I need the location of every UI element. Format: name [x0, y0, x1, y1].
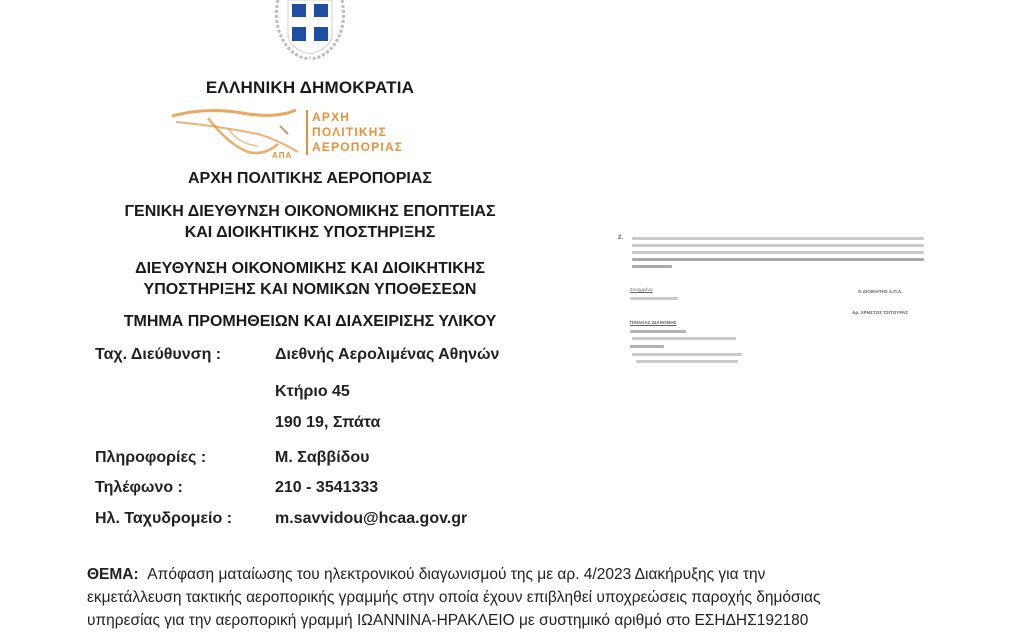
address-line-3: 190 19, Σπάτα	[275, 414, 381, 431]
email-value[interactable]: m.savvidou@hcaa.gov.gr	[275, 510, 468, 527]
directorate-line-1: ΔΙΕΥΘΥΝΣΗ ΟΙΚΟΝΟΜΙΚΗΣ ΚΑΙ ΔΙΟΙΚΗΤΙΚΗΣ	[135, 260, 485, 277]
subject-line-1	[87, 563, 947, 586]
thumbnail-page	[618, 235, 928, 395]
info-value: Μ. Σαββίδου	[275, 449, 370, 466]
general-directorate-heading	[70, 201, 550, 243]
general-directorate-line-2: ΚΑΙ ΔΙΟΙΚΗΤΙΚΗΣ ΥΠΟΣΤΗΡΙΞΗΣ	[184, 224, 436, 241]
phone-value: 210 - 3541333	[275, 479, 379, 496]
thumb-signatory-name: Αρ. ΧΡΗΣΤΟΣ ΤΣΙΤΟΥΡΑΣ	[852, 310, 909, 315]
directorate-line-2: ΥΠΟΣΤΗΡΙΞΗΣ ΚΑΙ ΝΟΜΙΚΩΝ ΥΠΟΘΕΣΕΩΝ	[143, 281, 477, 298]
subject-line-2: εκμετάλλευση τακτικής αεροπορικής γραμμής στην οποία έχουν επιβληθεί υποχρεώσεις παροχής δημόσιας	[87, 589, 821, 606]
hcaa-logo-text	[306, 110, 403, 155]
thumb-signatory-title: Ο ΔΙΟΙΚΗΤΗΣ Α.Π.Α.	[858, 289, 903, 294]
address-line-2: Κτήριο 45	[275, 383, 350, 400]
thumb-item-number: 2.	[618, 235, 624, 241]
greek-coat-of-arms-icon	[268, 0, 352, 60]
authority-heading: ΑΡΧΗ ΠΟΛΙΤΙΚΗΣ ΑΕΡΟΠΟΡΙΑΣ	[188, 170, 432, 187]
thumb-distribution-label: ΠΙΝΑΚΑΣ ΔΙΑΝΟΜΗΣ	[630, 320, 677, 325]
directorate-heading	[70, 258, 550, 300]
subject-text-1: Απόφαση ματαίωσης του ηλεκτρονικού διαγωνισμού της με αρ. 4/2023 Διακήρυξης για την	[147, 566, 766, 583]
address-line-1: Διεθνής Αερολιμένας Αθηνών	[275, 346, 500, 363]
subject-line-3: υπηρεσίας για την αεροπορική γραμμή ΙΩΑΝΝΙΝΑ-ΗΡΑΚΛΕΙΟ με συστημικό αριθμό στο ΕΣΗΔΗΣ192180	[87, 612, 809, 629]
general-directorate-line-1: ΓΕΝΙΚΗ ΔΙΕΥΘΥΝΣΗ ΟΙΚΟΝΟΜΙΚΗΣ ΕΠΟΠΤΕΙΑΣ	[124, 203, 496, 220]
thumb-attachments-label: Συνημμένα	[630, 287, 653, 292]
logo-abbreviation: ΑΠΑ	[272, 151, 293, 160]
subject-label: ΘΕΜΑ:	[87, 566, 139, 583]
logo-line-2: ΠΟΛΙΤΙΚΗΣ	[312, 125, 388, 139]
info-label: Πληροφορίες :	[95, 449, 207, 466]
phone-label: Τηλέφωνο :	[95, 479, 183, 496]
logo-line-3: ΑΕΡΟΠΟΡΙΑΣ	[312, 140, 404, 154]
department-heading: ΤΜΗΜΑ ΠΡΟΜΗΘΕΙΩΝ ΚΑΙ ΔΙΑΧΕΙΡΙΣΗΣ ΥΛΙΚΟΥ	[123, 313, 497, 330]
email-label: Ηλ. Ταχυδρομείο :	[95, 510, 233, 527]
subject-block	[87, 563, 947, 632]
logo-line-1: ΑΡΧΗ	[312, 110, 351, 124]
address-label: Ταχ. Διεύθυνση :	[95, 346, 222, 363]
republic-heading: ΕΛΛΗΝΙΚΗ ΔΗΜΟΚΡΑΤΙΑ	[205, 78, 415, 97]
